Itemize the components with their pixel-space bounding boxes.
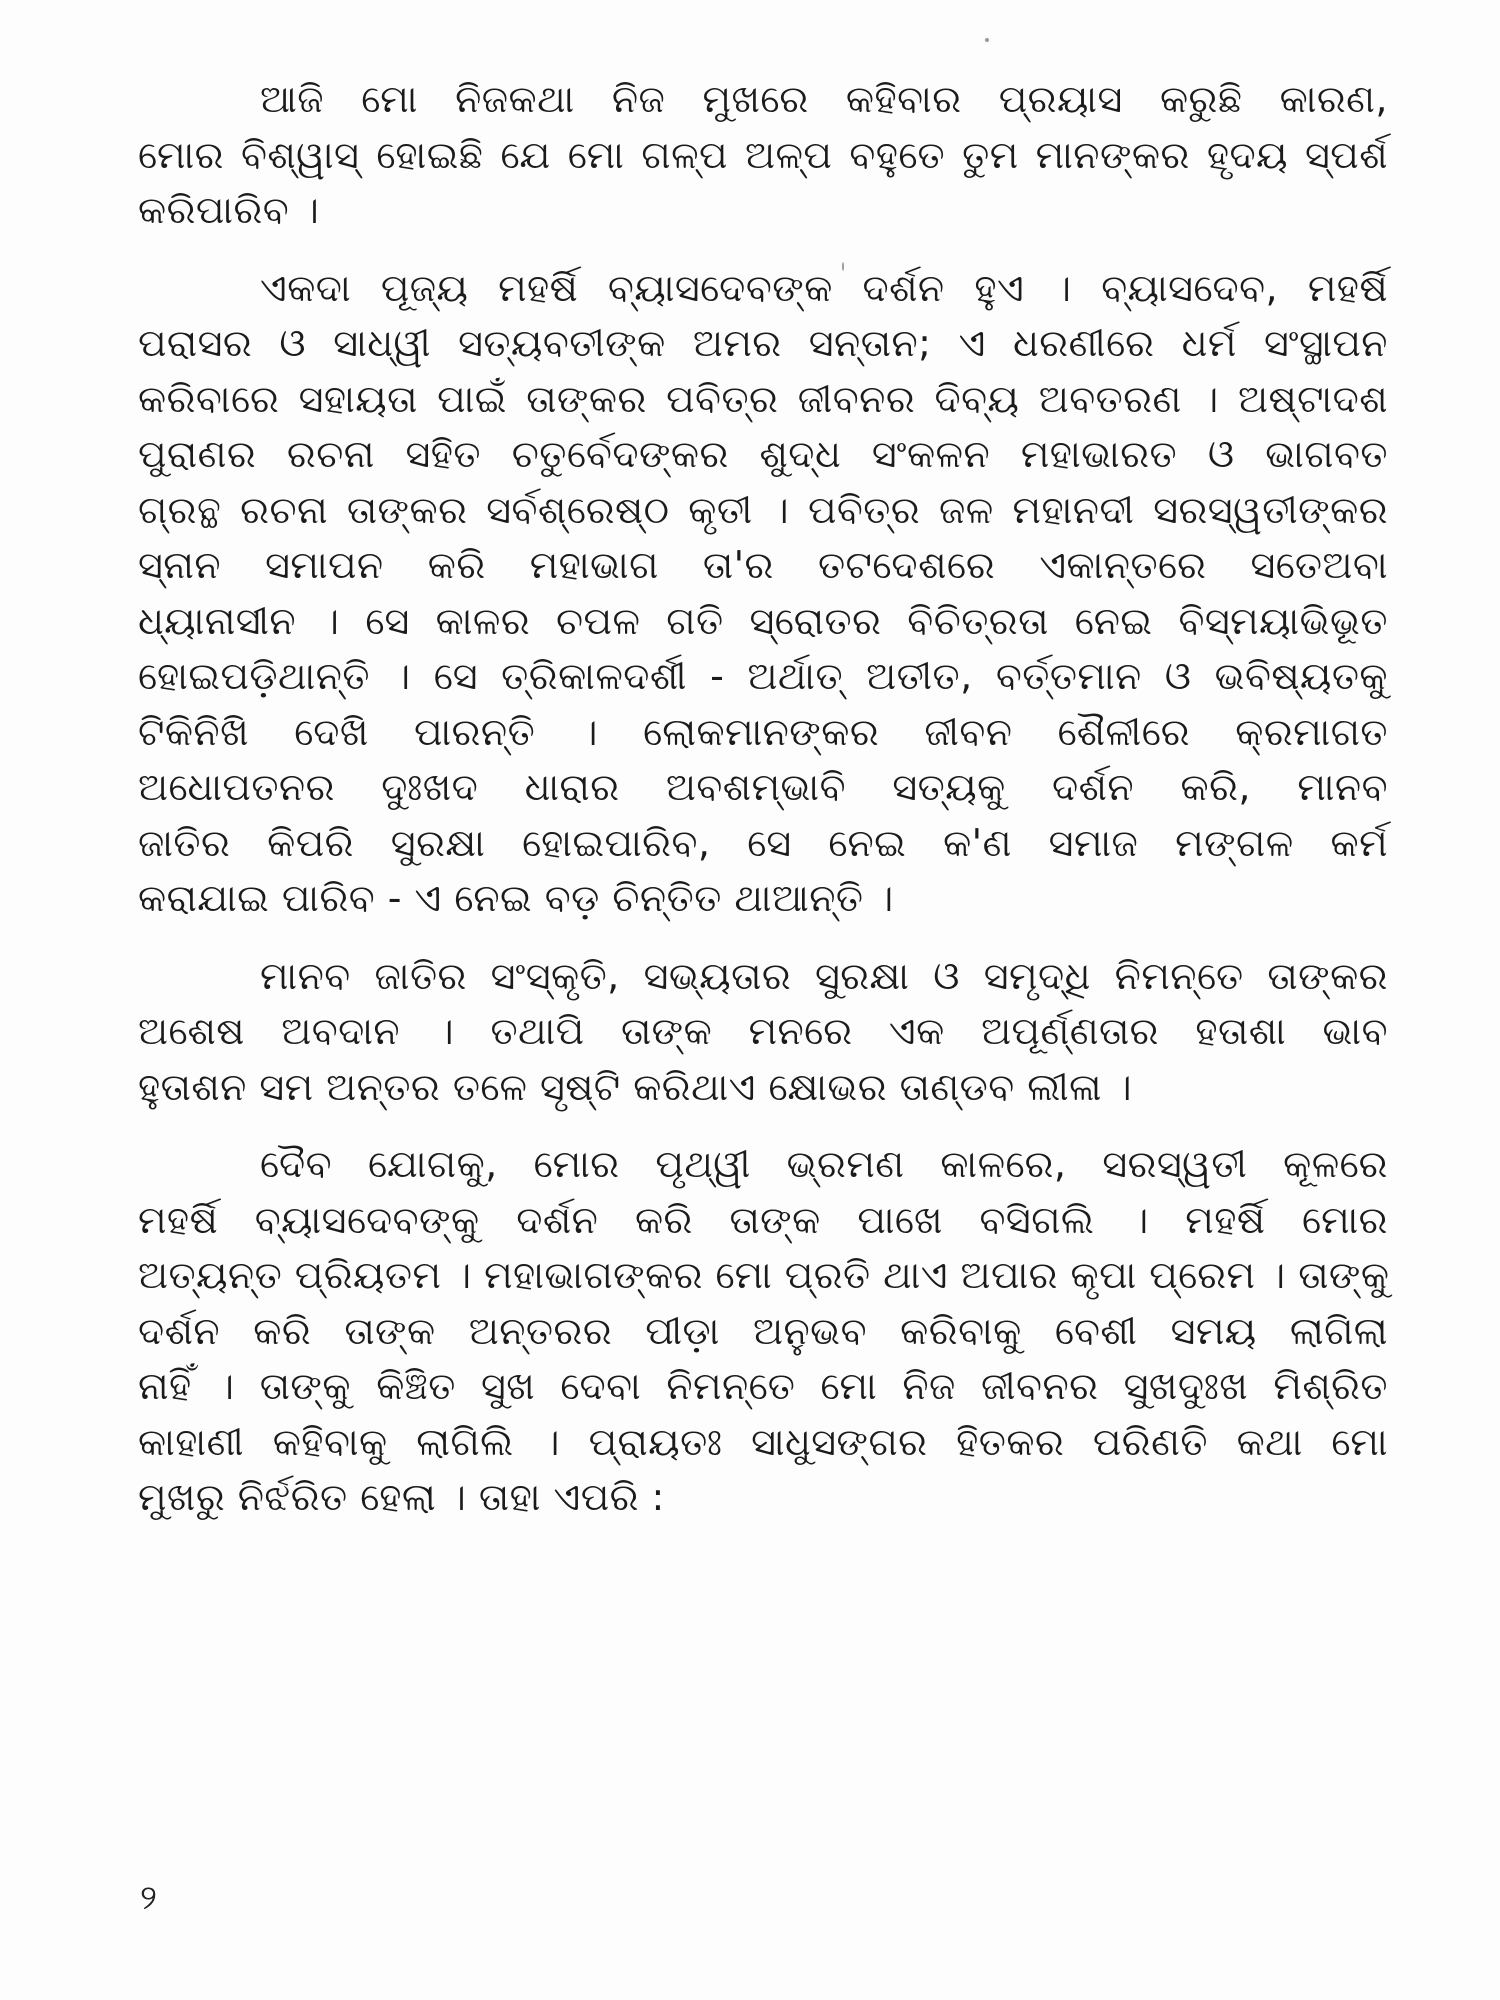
- text-line: ମୋର ବିଶ୍ୱାସ୍ ହୋଇଛି ଯେ ମୋ ଗଳ୍ପ ଅଳ୍ପ ବହୁତେ ତୁମ ମାନଙ୍କର ହୃଦୟ ସ୍ପର୍ଶ: [138, 132, 1388, 177]
- text-line: ଅତ୍ୟନ୍ତ ପ୍ରିୟତମ । ମହାଭାଗଙ୍କର ମୋ ପ୍ରତି ଥାଏ ଅପାର କୃପା ପ୍ରେମ । ତାଙ୍କୁ: [138, 1253, 1390, 1297]
- text-line: କରିପାରିବ ।: [138, 188, 320, 232]
- text-line: ହୁତାଶନ ସମ ଅନ୍ତର ତଳେ ସୃଷ୍ଟି କରିଥାଏ କ୍ଷୋଭର ତାଣ୍ଡବ ଲୀଳା ।: [138, 1064, 1133, 1109]
- page-number: ୨: [140, 1878, 157, 1918]
- text-line: ପୁରାଣର ରଚନା ସହିତ ଚତୁର୍ବେଦଙ୍କର ଶୁଦ୍ଧ ସଂକଳନ ମହାଭାରତ ଓ ଭାଗବତ: [138, 432, 1388, 476]
- text-line: ସ୍ନାନ ସମାପନ କରି ମହାଭାଗ ତା'ର ତଟଦେଶରେ ଏକାନ୍ତରେ ସତେଅବା: [138, 543, 1388, 587]
- text-line: ଆଜି ମୋ ନିଜକଥା ନିଜ ମୁଖରେ କହିବାର ପ୍ରୟାସ କରୁଛି କାରଣ,: [260, 77, 1388, 121]
- text-line: କାହାଣୀ କହିବାକୁ ଲାଗିଲି । ପ୍ରାୟତଃ ସାଧୁସଙ୍ଗର ହିତକର ପରିଣତି କଥା ମୋ: [138, 1419, 1388, 1464]
- text-line: ମହର୍ଷି ବ୍ୟାସଦେବଙ୍କୁ ଦର୍ଶନ କରି ତାଙ୍କ ପାଖେ ବସିଗଲି । ମହର୍ଷି ମୋର: [138, 1197, 1388, 1242]
- text-line: ଟିକିନିଖି ଦେଖି ପାରନ୍ତି । ଲୋକମାନଙ୍କର ଜୀବନ ଶୈଳୀରେ କ୍ରମାଗତ: [138, 709, 1388, 754]
- text-line: ମାନବ ଜାତିର ସଂସ୍କୃତି, ସଭ୍ୟତାର ସୁରକ୍ଷା ଓ ସମୃଦ୍ଧି ନିମନ୍ତେ ତାଙ୍କର: [260, 953, 1388, 998]
- text-line: ଅଶେଷ ଅବଦାନ । ତଥାପି ତାଙ୍କ ମନରେ ଏକ ଅପୂର୍ଣ୍ଣତାର ହତାଶା ଭାବ: [138, 1009, 1388, 1053]
- paragraph: [138, 949, 1388, 1116]
- text-line: ଦୈବ ଯୋଗକୁ, ମୋର ପୃଥ୍ୱୀ ଭ୍ରମଣ କାଳରେ, ସରସ୍ୱତୀ କୂଳରେ: [260, 1142, 1388, 1186]
- text-line: ଜାତିର କିପରି ସୁରକ୍ଷା ହୋଇପାରିବ, ସେ ନେଇ କ'ଣ ସମାଜ ମଙ୍ଗଳ କର୍ମ: [138, 820, 1388, 865]
- text-line: ଧ୍ୟାନାସୀନ । ସେ କାଳର ଚପଳ ଗତି ସ୍ରୋତର ବିଚିତ୍ରତା ନେଇ ବିସ୍ମୟାଭିଭୂତ: [138, 598, 1388, 643]
- text-line: ପରାସର ଓ ସାଧ୍ୱୀ ସତ୍ୟବତୀଙ୍କ ଅମର ସନ୍ତାନ; ଏ ଧରଣୀରେ ଧର୍ମ ସଂସ୍ଥାପନ: [138, 321, 1388, 365]
- text-line: କରାଯାଇ ପାରିବ - ଏ ନେଇ ବଡ଼ ଚିନ୍ତିତ ଥାଆନ୍ତି ।: [138, 876, 894, 920]
- text-line: କରିବାରେ ସହାୟତା ପାଇଁ ତାଙ୍କର ପବିତ୍ର ଜୀବନର ଦିବ୍ୟ ଅବତରଣ । ଅଷ୍ଟାଦଶ: [138, 376, 1388, 421]
- text-line: ଗ୍ରନ୍ଥ ରଚନା ତାଙ୍କର ସର୍ବଶ୍ରେଷ୍ଠ କୃତୀ । ପବିତ୍ର ଜଳ ମହାନଦୀ ସରସ୍ୱତୀଙ୍କର: [138, 487, 1388, 532]
- paragraph: [138, 1137, 1388, 1526]
- body-text: [138, 72, 1388, 1548]
- text-line: ଦର୍ଶନ କରି ତାଙ୍କ ଅନ୍ତରର ପୀଡ଼ା ଅନୁଭବ କରିବାକୁ ବେଶୀ ସମୟ ଲାଗିଲା: [138, 1308, 1388, 1353]
- paragraph: [138, 261, 1388, 927]
- text-line: ନାହିଁ । ତାଙ୍କୁ କିଞ୍ଚିତ ସୁଖ ଦେବା ନିମନ୍ତେ ମୋ ନିଜ ଜୀବନର ସୁଖଦୁଃଖ ମିଶ୍ରିତ: [138, 1364, 1388, 1408]
- text-line: ହୋଇପଡ଼ିଥାନ୍ତି । ସେ ତ୍ରିକାଳଦର୍ଶୀ - ଅର୍ଥାତ୍ ଅତୀତ, ବର୍ତ୍ତମାନ ଓ ଭବିଷ୍ୟତକୁ: [138, 654, 1388, 698]
- paragraph: [138, 72, 1388, 239]
- text-line: ମୁଖରୁ ନିର୍ଝରିତ ହେଲା । ତାହା ଏପରି :: [138, 1475, 665, 1519]
- text-line: ଏକଦା ପୂଜ୍ୟ ମହର୍ଷି ବ୍ୟାସଦେବଙ୍କ ଦର୍ଶନ ହୁଏ । ବ୍ୟାସଦେବ, ମହର୍ଷି: [260, 265, 1388, 310]
- text-line: ଅଧୋପତନର ଦୁଃଖଦ ଧାରାର ଅବଶମ୍ଭାବି ସତ୍ୟକୁ ଦର୍ଶନ କରି, ମାନବ: [138, 765, 1388, 809]
- ink-speck: [985, 38, 989, 42]
